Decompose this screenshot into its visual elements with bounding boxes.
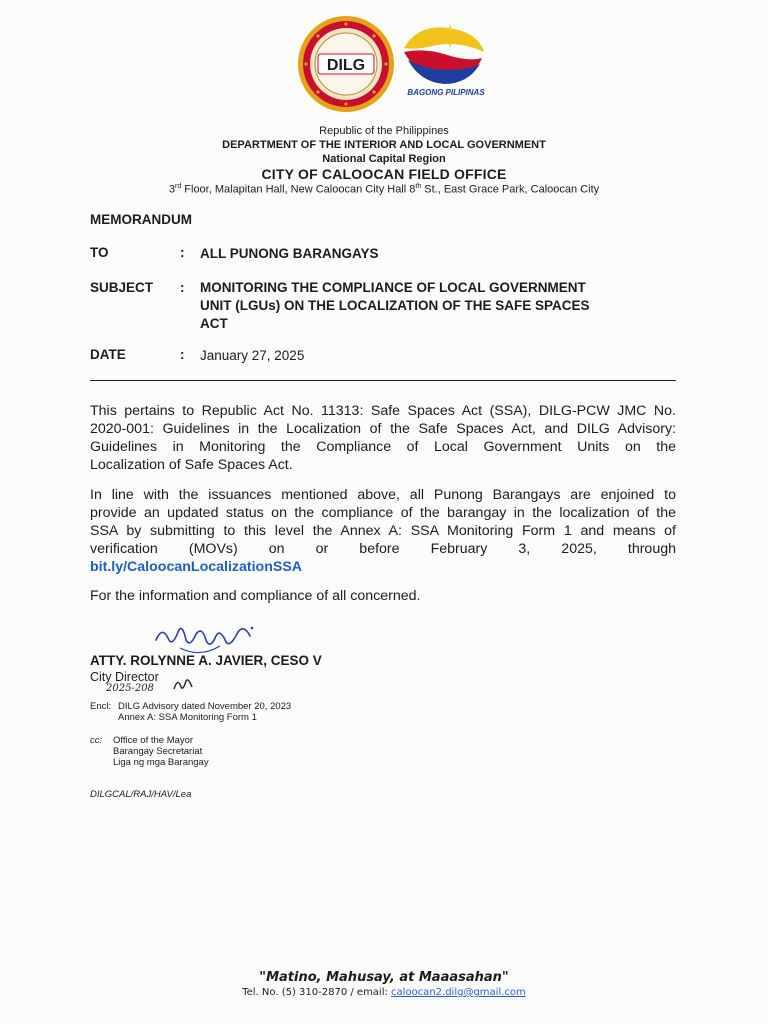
subject-line: UNIT (LGUs) ON THE LOCALIZATION OF THE SAFE SPACES bbox=[200, 298, 590, 313]
enclosure-label: Encl: bbox=[90, 701, 112, 712]
subject-label: SUBJECT bbox=[90, 280, 154, 295]
cc-item: Barangay Secretariat bbox=[113, 746, 203, 757]
to-value: ALL PUNONG BARANGAYS bbox=[200, 246, 379, 261]
date-value: January 27, 2025 bbox=[200, 348, 305, 363]
region-line: National Capital Region bbox=[322, 153, 446, 165]
date-colon: : bbox=[180, 347, 185, 362]
handwritten-initials bbox=[172, 675, 194, 693]
memo-title: MEMORANDUM bbox=[90, 212, 192, 227]
footer-motto: "Matino, Mahusay, at Maaasahan" bbox=[259, 970, 509, 985]
enclosure-item: DILG Advisory dated November 20, 2023 bbox=[118, 701, 292, 712]
signatory-title: City Director bbox=[90, 670, 159, 684]
dilg-seal-logo bbox=[296, 14, 396, 114]
subject-colon: : bbox=[180, 280, 185, 295]
signatory-name: ATTY. ROLYNNE A. JAVIER, CESO V bbox=[90, 653, 322, 668]
republic-line: Republic of the Philippines bbox=[319, 125, 449, 137]
cc-item: Office of the Mayor bbox=[113, 735, 194, 746]
handwritten-reference-number: 2025-208 bbox=[106, 683, 154, 694]
paragraph-1: This pertains to Republic Act No. 11313: Safe Spaces Act (SSA), DILG-PCW JMC No. 2020-001: Guidelines in the Localization of the Safe Spaces Act, and DILG Advisory: Guidelines in Monitoring the Compliance of Local Government Units on the Localization of Safe Spaces Act. bbox=[90, 403, 676, 473]
subject-value bbox=[200, 279, 670, 333]
ssa-link[interactable]: bit.ly/CaloocanLocalizationSSA bbox=[90, 559, 303, 575]
paragraph-2: In line with the issuances mentioned above, all Punong Barangays are enjoined to provide an updated status on the compliance of the barangay in the localization of the SSA by submitting to this level the Annex A: SSA Monitoring Form 1 and means of verification (MOVs) on or before February 3, 2025, through bit.ly/CaloocanLocalizationSSA bbox=[90, 487, 676, 575]
office-address: 3rd Floor, Malapitan Hall, New Caloocan City Hall 8th St., East Grace Park, Caloocan City bbox=[168, 183, 600, 196]
bagong-pilipinas-wordmark: BAGONG PILIPINAS bbox=[407, 88, 485, 97]
footer-contact bbox=[0, 987, 768, 998]
svg-text:DILG: DILG bbox=[326, 57, 366, 74]
cc-item: Liga ng mga Barangay bbox=[113, 757, 209, 768]
footer-email-link[interactable]: caloocan2.dilg@gmail.com bbox=[391, 987, 526, 998]
to-colon: : bbox=[180, 245, 185, 260]
bagong-pilipinas-logo bbox=[398, 18, 490, 90]
subject-line: MONITORING THE COMPLIANCE OF LOCAL GOVERNMENT bbox=[200, 280, 586, 295]
to-label: TO bbox=[90, 245, 109, 260]
enclosure-item: Annex A: SSA Monitoring Form 1 bbox=[118, 712, 257, 723]
office-title: CITY OF CALOOCAN FIELD OFFICE bbox=[261, 166, 507, 182]
paragraph-3: For the information and compliance of all concerned. bbox=[90, 588, 421, 604]
cc-label: cc: bbox=[90, 735, 103, 746]
date-label: DATE bbox=[90, 347, 126, 362]
header-divider bbox=[90, 380, 676, 381]
reference-code: DILGCAL/RAJ/HAV/Lea bbox=[90, 789, 192, 800]
subject-line: ACT bbox=[200, 316, 228, 331]
footer-contact-text: Tel. No. (5) 310-2870 / email: bbox=[242, 987, 392, 998]
department-line: DEPARTMENT OF THE INTERIOR AND LOCAL GOVERNMENT bbox=[222, 139, 546, 151]
